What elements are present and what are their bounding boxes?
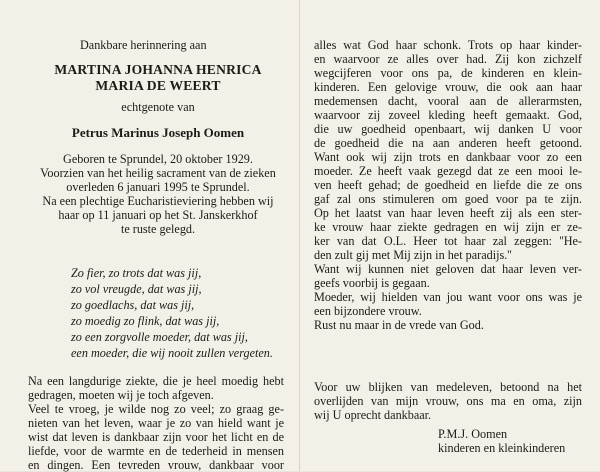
text-line: de goedheid die na aan anderen heeft getoond. <box>314 136 582 150</box>
poem-line: zo moedig zo flink, dat was jij, <box>71 314 220 328</box>
spouse-intro: echtgenote van <box>121 100 195 114</box>
text-line: nieten van het leven, waar je zo van hield want je <box>28 416 284 430</box>
text-line: liefde, voor de warmte en de tederheid in mensen <box>28 444 284 458</box>
card-fold-line <box>299 0 300 471</box>
text-line: Na een langdurige ziekte, die je heel moedig hebt <box>28 374 284 388</box>
text-line: en waarvoor ze alles over had. Zij kon zichzelf <box>314 52 582 66</box>
deceased-name-line1: MARTINA JOHANNA HENRICA <box>54 62 262 77</box>
text-line: Want ook wij zijn trots en dankbaar voor zo een <box>314 150 582 164</box>
poem-line: zo een zorgvolle moeder, dat was jij, <box>71 330 248 344</box>
bio-line: haar op 11 januari op het St. Janskerkhof <box>58 208 258 222</box>
text-line: wist dat leven is dankbaar zijn voor het licht en de <box>28 430 284 444</box>
text-line: een bijzondere vrouw. <box>314 304 422 318</box>
poem-line: zo vol vreugde, dat was jij, <box>71 282 202 296</box>
text-line: den zult gij met Mij zijn in het paradijs.'' <box>314 248 512 262</box>
text-line: moeder. Ze heeft vaak gezegd dat ze een mooi le- <box>314 164 582 178</box>
bio-line: overleden 6 januari 1995 te Sprundel. <box>66 180 250 194</box>
text-line: ker van dat O.L. Heer tot haar zal zeggen: ''He- <box>314 234 582 248</box>
text-line: gaf zal ons stimuleren om goed voor pa te zijn. <box>314 192 582 206</box>
text-line: Moeder, wij hielden van jou want voor ons was je <box>314 290 582 304</box>
poem-line: Zo fier, zo trots dat was jij, <box>71 266 202 280</box>
text-line: wegcijferen voor ons pa, de kinderen en klein- <box>314 66 582 80</box>
thanks-line: overlijden van mijn vrouw, ons ma en oma, zijn <box>314 394 582 408</box>
bio-line: te ruste gelegd. <box>120 222 196 236</box>
text-line: kinderen. Een gelovige vrouw, die ook aan haar <box>314 80 582 94</box>
text-line: alles wat God haar schonk. Trots op haar kinder- <box>314 38 582 52</box>
text-line: medemensen dacht, vooral aan de allerarmsten, <box>314 94 582 108</box>
text-line: gedragen, moeten wij je toch afgeven. <box>28 388 214 402</box>
text-line: Veel te vroeg, je wilde nog zo veel; zo graag ge- <box>28 402 284 416</box>
signature-name: P.M.J. Oomen <box>438 427 508 441</box>
intro-text: Dankbare herinnering aan <box>80 38 207 52</box>
text-line: ke vrouw haar ziekte gedragen en wij zijn er ze- <box>314 220 582 234</box>
poem-line: zo goedlachs, dat was jij, <box>71 298 195 312</box>
text-line: die uw goedheid openbaart, wij danken U voor <box>314 122 582 136</box>
deceased-name-line2: MARIA DE WEERT <box>95 78 221 93</box>
text-line: Op het laatst van haar leven heeft zij als een ster- <box>314 206 582 220</box>
poem-line: een moeder, die wij nooit zullen vergeten. <box>71 346 273 360</box>
text-line: geefs voorbij is gegaan. <box>314 276 430 290</box>
bio-line: Geboren te Sprundel, 20 oktober 1929. <box>63 152 253 166</box>
thanks-line: Voor uw blijken van medeleven, betoond na het <box>314 380 582 394</box>
text-line: ven heeft gehad; de goedheid en liefde die ze ons <box>314 178 582 192</box>
signature-family: kinderen en kleinkinderen <box>438 441 566 455</box>
bio-line: Voorzien van het heilig sacrament van de zieken <box>40 166 276 180</box>
bio-line: Na een plechtige Eucharistieviering hebben wij <box>42 194 274 208</box>
text-line: Rust nu maar in de vrede van God. <box>314 318 484 332</box>
text-line: en dingen. Een tevreden vrouw, dankbaar voor <box>28 458 284 472</box>
thanks-line: wij U oprecht dankbaar. <box>314 408 432 422</box>
text-line: waarvoor zij zoveel kleding heeft gemaakt. God, <box>314 108 582 122</box>
text-line: Want wij kunnen niet geloven dat haar leven ver- <box>314 262 582 276</box>
husband-name: Petrus Marinus Joseph Oomen <box>71 125 245 140</box>
